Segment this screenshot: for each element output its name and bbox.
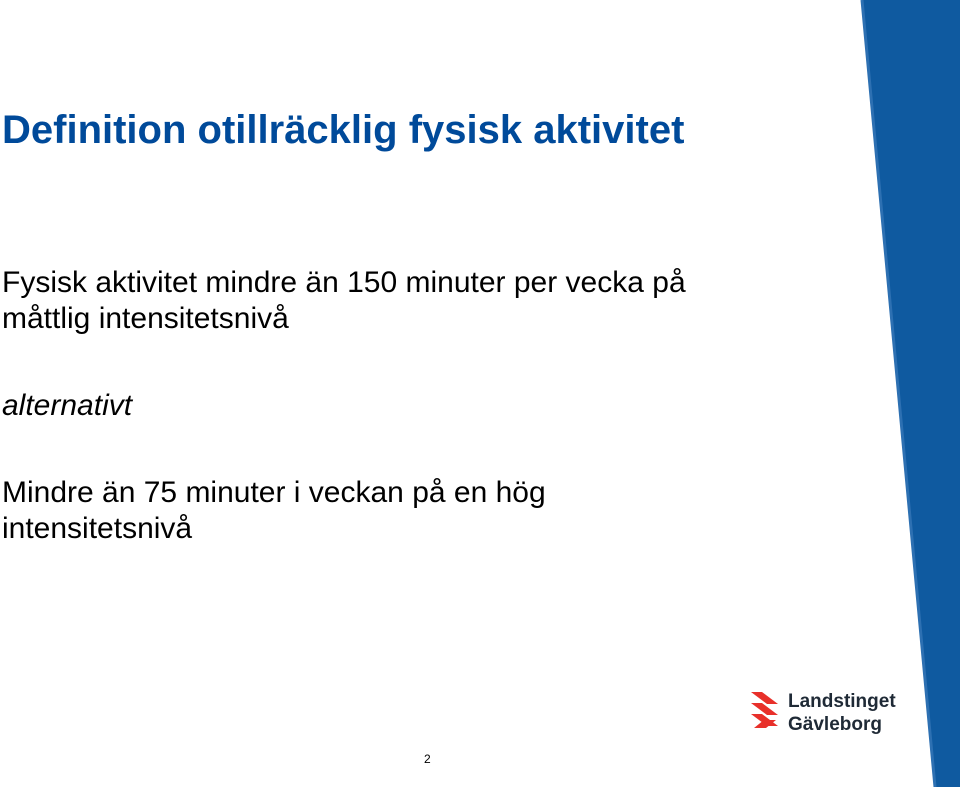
connector-text: alternativt	[2, 389, 133, 422]
logo-line: Gävleborg	[788, 714, 882, 735]
page-number: 2	[424, 752, 431, 766]
paragraph-line: Fysisk aktivitet mindre än 150 minuter per vecka på	[2, 266, 686, 299]
paragraph-line: Mindre än 75 minuter i veckan på en hög	[2, 476, 546, 509]
paragraph-line: måttlig intensitetsnivå	[2, 302, 289, 335]
logo-text	[788, 690, 896, 736]
landstinget-logo-mark-icon	[748, 688, 784, 734]
logo-line: Landstinget	[788, 691, 896, 712]
definition-paragraph-moderate	[2, 265, 852, 337]
organization-logo	[748, 688, 908, 738]
slide-title: Definition otillräcklig fysisk aktivitet	[2, 108, 685, 152]
definition-paragraph-high	[2, 475, 852, 547]
paragraph-line: intensitetsnivå	[2, 512, 193, 545]
